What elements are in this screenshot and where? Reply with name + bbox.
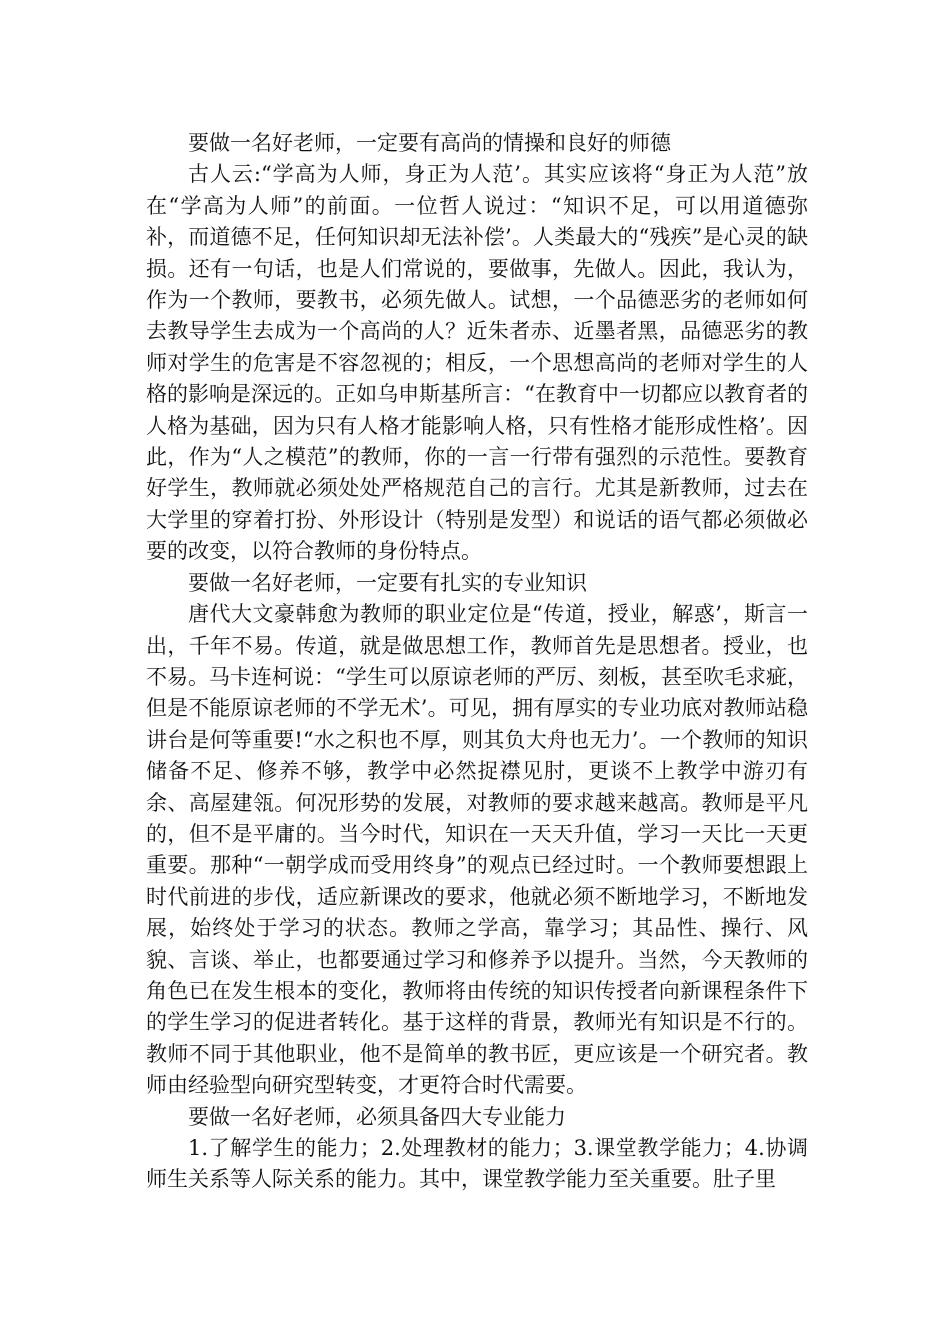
section-paragraph-2: 唐代大文豪韩愈为教师的职业定位是“传道，授业，解惑’，斯言一出，千年不易。传道，就是做思想工作，教师首先是思想者。授业，也不易。马卡连柯说：“学生可以原谅老师的严厉、刻板，甚至吹毛求疵，但是不能原谅老师的不学无术’。可见，拥有厚实的专业功底对教师站稳讲台是何等重要!“水之积也不厚，则其负大舟也无力’。一个教师的知识储备不足、修养不够，教学中必然捉襟见肘，更谈不上教学中游刃有余、高屋建瓴。何况形势的发展，对教师的要求越来越高。教师是平凡的，但不是平庸的。当今时代，知识在一天天升值，学习一天比一天更重要。那种“一朝学成而受用终身”的观点已经过时。一个教师要想跟上时代前进的步伐，适应新课改的要求，他就必须不断地学习，不断地发展，始终处于学习的状态。教师之学高，靠学习；其品性、操行、风貌、言谈、举止，也都要通过学习和修养予以提升。当然，今天教师的角色已在发生根本的变化，教师将由传统的知识传授者向新课程条件下的学生学习的促进者转化。基于这样的背景，教师光有知识是不行的。教师不同于其他职业，他不是简单的教书匠，更应该是一个研究者。教师由经验型向研究型转变，才更符合时代需要。 bbox=[146, 602, 808, 1098]
document-body bbox=[146, 128, 808, 1196]
section-heading-1: 要做一名好老师，一定要有高尚的情操和良好的师德 bbox=[188, 131, 671, 155]
section-heading-3: 要做一名好老师，必须具备四大专业能力 bbox=[188, 1104, 566, 1129]
section-paragraph-3: 1.了解学生的能力；2.处理教材的能力；3.课堂教学能力；4.协调师生关系等人际关系的能力。其中，课堂教学能力至关重要。肚子里 bbox=[146, 1136, 808, 1192]
section-heading-2: 要做一名好老师，一定要有扎实的专业知识 bbox=[188, 570, 587, 595]
section-paragraph-1: 古人云:“学高为人师，身正为人范’。其实应该将“身正为人范”放在“学高为人师”的前面。一位哲人说过：“知识不足，可以用道德弥补，而道德不足，任何知识却无法补偿’。人类最大的“残疾”是心灵的缺损。还有一句话，也是人们常说的，要做事，先做人。因此，我认为，作为一个教师，要教书，必须先做人。试想，一个品德恶劣的老师如何去教导学生去成为一个高尚的人？近朱者赤、近墨者黑，品德恶劣的教师对学生的危害是不容忽视的；相反，一个思想高尚的老师对学生的人格的影响是深远的。正如乌申斯基所言：“在教育中一切都应以教育者的人格为基础，因为只有人格才能影响人格，只有性格才能形成性格’。因此，作为“人之模范”的教师，你的一言一行带有强烈的示范性。要教育好学生，教师就必须处处严格规范自己的言行。尤其是新教师，过去在大学里的穿着打扮、外形设计（特别是发型）和说话的语气都必须做必要的改变，以符合教师的身份特点。 bbox=[146, 162, 808, 564]
